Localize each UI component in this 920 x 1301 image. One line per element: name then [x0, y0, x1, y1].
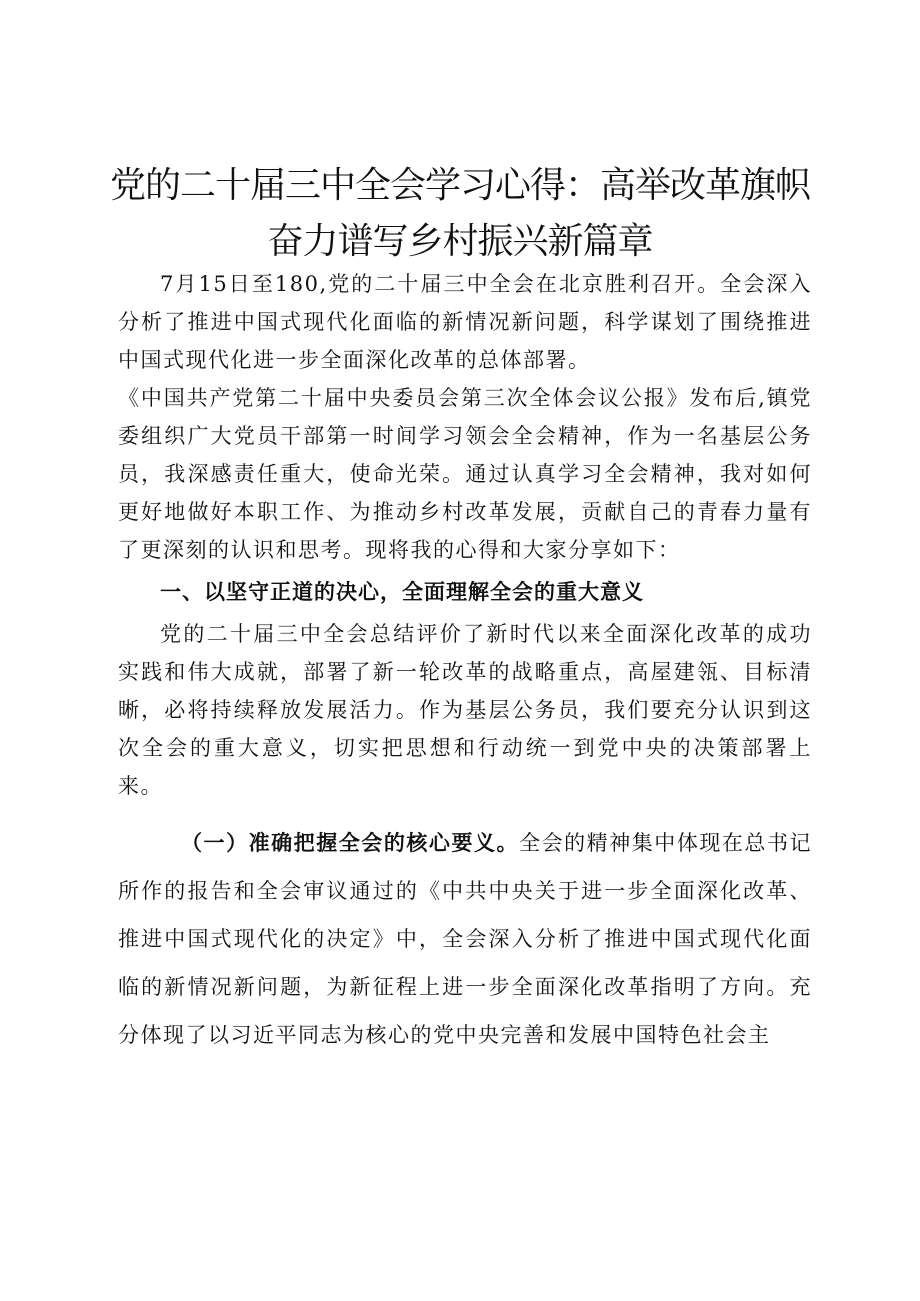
section-1-heading: 一、以坚守正道的决心，全面理解全会的重大意义 — [160, 580, 644, 604]
document-title-line-1: 党的二十届三中全会学习心得：高举改革旗帜 — [109, 165, 810, 206]
intro-paragraph-2: 《中国共产党第二十届中央委员会第三次全体会议公报》发布后,镇党委组织广大党员干部第一时间学习领会全会精神，作为一名基层公务员，我深感责任重大，使命光荣。通过认真学习全会精神，我对如何更好地做好本职工作、为推动乡村改革发展，贡献自己的青春力量有了更深刻的认识和思考。现将我的心得和大家分享如下： — [118, 386, 812, 562]
subsection-1-text: 全会的精神集中体现在总书记所作的报告和全会审议通过的《中共中央关于进一步全面深化改革、推进中国式现代化的决定》中，全会深入分析了推进中国式现代化面临的新情况新问题，为新征程上进一步全面深化改革指明了方向。充分体现了以习近平同志为核心的党中央完善和发展中国特色社会主 — [118, 831, 813, 1047]
subsection-1-paragraph — [118, 819, 812, 1059]
document-body — [118, 265, 812, 1059]
intro-paragraph: 7月15日至180,党的二十届三中全会在北京胜利召开。全会深入分析了推进中国式现代化面临的新情况新问题，科学谋划了围绕推进中国式现代化进一步全面深化改革的总体部署。 — [118, 272, 812, 372]
document-title-line-2: 奋力谱写乡村振兴新篇章 — [267, 221, 653, 262]
subsection-1-lead: （一）准确把握全会的核心要义。 — [181, 831, 520, 855]
section-1-paragraph: 党的二十届三中全会总结评价了新时代以来全面深化改革的成功实践和伟大成就，部署了新一轮改革的战略重点，高屋建瓴、目标清晰，必将持续释放发展活力。作为基层公务员，我们要充分认识到这次全会的重大意义，切实把思想和行动统一到党中央的决策部署上来。 — [118, 622, 812, 798]
